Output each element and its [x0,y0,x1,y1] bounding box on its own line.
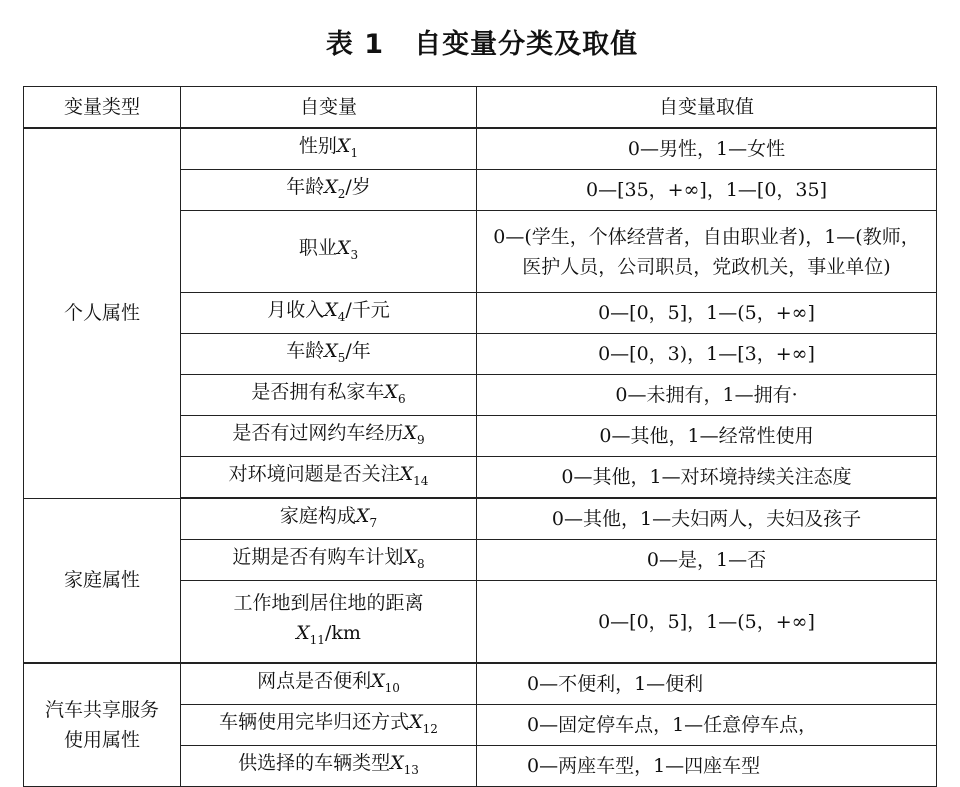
variable-cell: 对环境问题是否关注$X_{14}$ [181,457,477,499]
variable-cell: 家庭构成$X_7$ [181,498,477,540]
variable-cell: 工作地到居住地的距离 $X_{11}/km$ [181,581,477,664]
table-row [24,498,937,540]
variable-cell: 是否拥有私家车$X_6$ [181,375,477,416]
value-cell: 0—男性，1—女性 [477,128,937,170]
variable-cell: 是否有过网约车经历$X_9$ [181,416,477,457]
value-cell: 0—是，1—否 [477,540,937,581]
variable-cell: 月收入$X_4/$千元 [181,293,477,334]
value-cell: 0—[0，5]，1—(5，+∞] [477,581,937,664]
value-cell: 0—不便利，1—便利 [477,663,937,705]
header-row [24,87,937,129]
group-personal: 个人属性 [24,128,181,498]
table-caption: 自变量分类及取值 [414,29,639,60]
table-row [24,128,937,170]
header-variable: 自变量 [181,87,477,129]
value-cell: 0—(学生，个体经营者，自由职业者)，1—(教师， 医护人员，公司职员，党政机关，事业单位) [477,211,937,293]
table-row [24,663,937,705]
header-type: 变量类型 [24,87,181,129]
variables-table [23,86,937,787]
value-cell: 0—其他，1—对环境持续关注态度 [477,457,937,499]
value-cell: 0—两座车型，1—四座车型 [477,746,937,787]
table-number: 表 1 [325,29,385,60]
variable-cell: 车辆使用完毕归还方式$X_{12}$ [181,705,477,746]
variable-cell: 网点是否便利$X_{10}$ [181,663,477,705]
value-cell: 0—其他，1—夫妇两人，夫妇及孩子 [477,498,937,540]
variable-cell: 近期是否有购车计划$X_8$ [181,540,477,581]
value-cell: 0—[0，3)，1—[3，+∞] [477,334,937,375]
table-title [0,22,960,61]
group-carshare: 汽车共享服务 使用属性 [24,663,181,787]
group-family: 家庭属性 [24,498,181,663]
value-cell: 0—固定停车点，1—任意停车点， [477,705,937,746]
variable-cell: 供选择的车辆类型$X_{13}$ [181,746,477,787]
header-value: 自变量取值 [477,87,937,129]
value-cell: 0—[35，+∞]，1—[0，35] [477,170,937,211]
variable-cell: 年龄$X_2/$岁 [181,170,477,211]
variable-cell: 性别$X_1$ [181,128,477,170]
variable-cell: 车龄$X_5/$年 [181,334,477,375]
value-cell: 0—[0，5]，1—(5，+∞] [477,293,937,334]
value-cell: 0—未拥有，1—拥有· [477,375,937,416]
variable-cell: 职业$X_3$ [181,211,477,293]
value-cell: 0—其他，1—经常性使用 [477,416,937,457]
